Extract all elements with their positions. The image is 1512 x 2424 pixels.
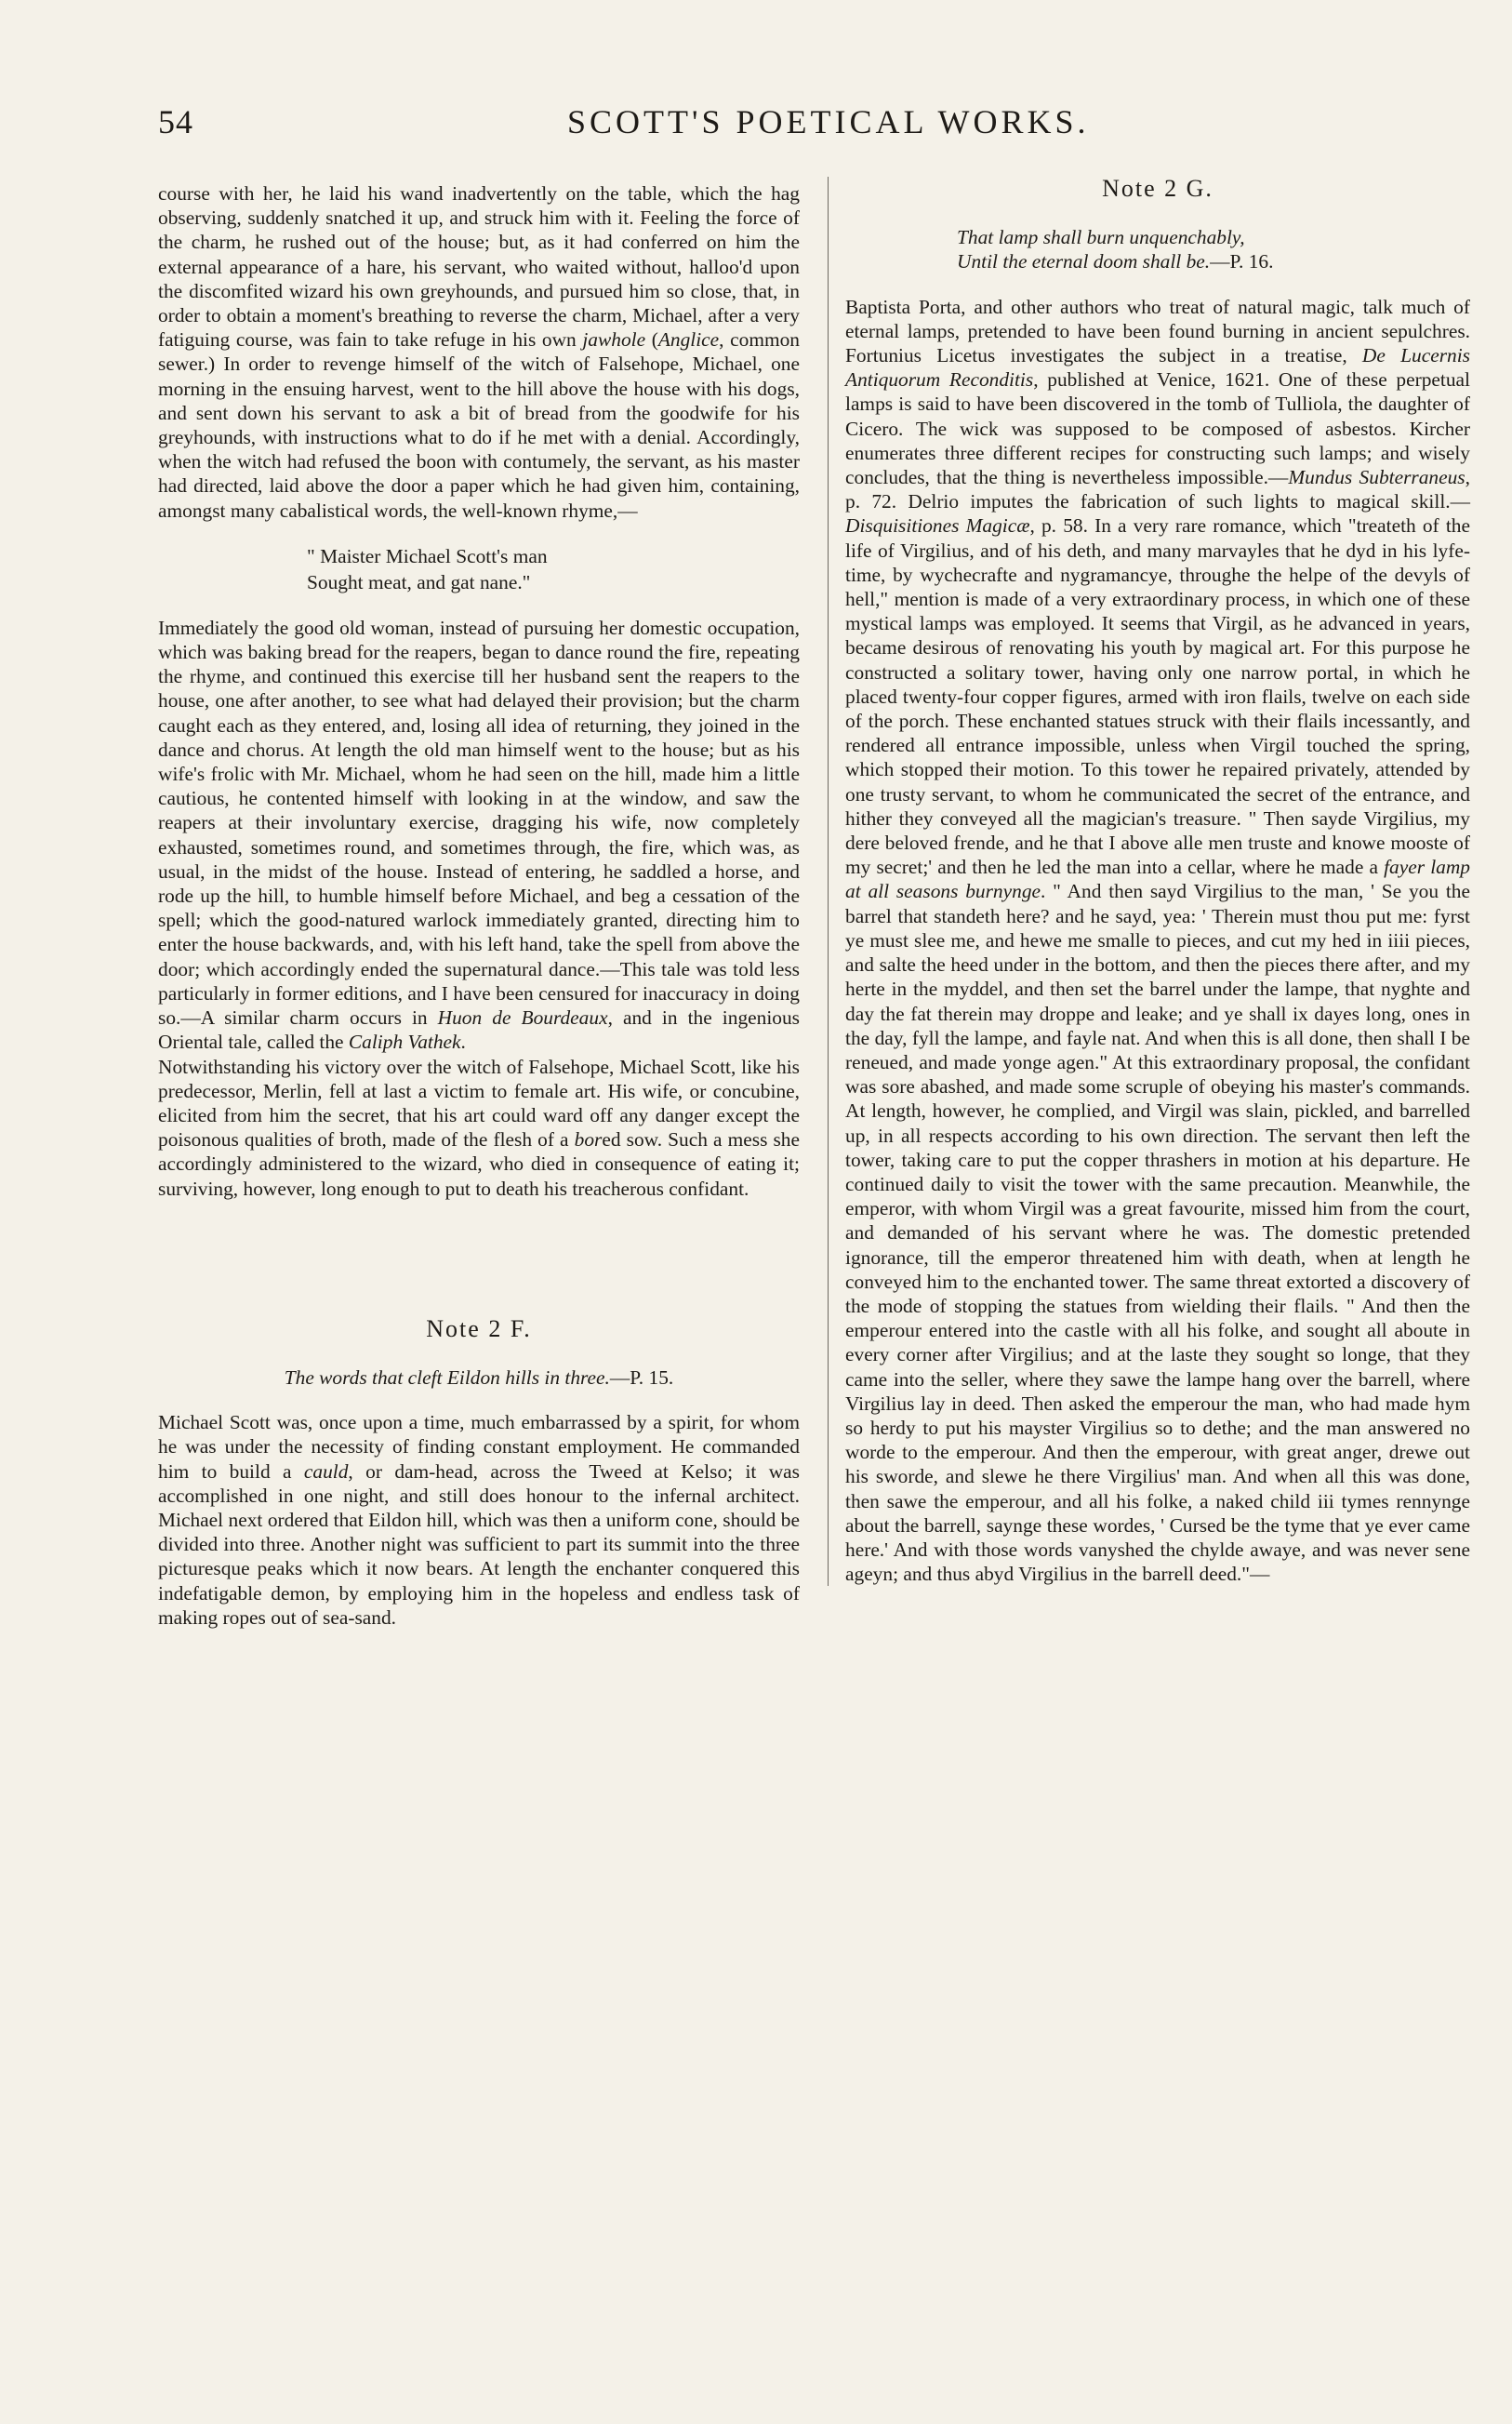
running-title: SCOTT'S POETICAL WORKS. (567, 103, 1090, 140)
page-header (158, 102, 1395, 158)
note-2f-reference: The words that cleft Eildon hills in three.—P. 15. (284, 1365, 674, 1389)
right-column (828, 177, 1470, 1586)
note-2g-reference: That lamp shall burn unquenchably, Until the eternal doom shall be.—P. 16. (957, 226, 1274, 273)
paragraph-dance-tale: Immediately the good old woman, instead of pursuing her domestic occupation, which was baking bread for the reapers, began to dance round the fire, repeating the rhyme, and continued this exercise till her husband sent the reapers to the house, one after another, to see what had delayed their provision; but the charm caught each as they entered, and, losing all idea of returning, they joined in the dance and chorus. At length the old man himself went to the house; but as his wife's frolic with Mr. Michael, whom he had seen on the hill, made him a little cautious, he contented himself with looking in at the window, and saw the reapers at their involuntary exercise, dragging his wife, now completely exhausted, sometimes round, and sometimes through, the fire, which was, as usual, in the midst of the house. Instead of entering, he saddled a horse, and rode up the hill, to humble himself before Michael, and beg a cessation of the spell; which the good-natured warlock immediately granted, directing him to enter the house backwards, and, with his left hand, take the spell from above the door; which accordingly ended the supernatural dance.—This tale was told less particularly in former editions, and I have been censured for inaccuracy in doing so.—A similar charm occurs in Huon de Bourdeaux, and in the ingenious Oriental tale, called the Caliph Vathek. (158, 616, 800, 1054)
paragraph-eildon-tale: Michael Scott was, once upon a time, much embarrassed by a spirit, for whom he was under the necessity of finding constant employment. He commanded him to build a cauld, or dam-head, across the Tweed at Kelso; it was accomplished in one night, and still does honour to the infernal architect. Michael next ordered that Eildon hill, which was then a uniform cone, should be divided into three. Another night was sufficient to part its summit into the three picturesque peaks which it now bears. At length the enchanter conquered this indefatigable demon, by employing him in the hopeless and endless task of making ropes out of sea-sand. (158, 1411, 800, 1629)
paragraph-death-tale: Notwithstanding his victory over the witch of Falsehope, Michael Scott, like his predecessor, Merlin, fell at last a victim to female art. His wife, or concubine, elicited from him the secret, that his art could ward off any danger except the poisonous qualities of broth, made of the flesh of a bored sow. Such a mess she accordingly administered to the wizard, who died in consequence of eating it; surviving, however, long enough to put to death his treacherous confidant. (158, 1055, 800, 1200)
paragraph-hare-tale: course with her, he laid his wand inadvertently on the table, which the hag observing, suddenly snatched it up, and struck him with it. Feeling the force of the charm, he rushed out of the house; but, as it had conferred on him the external appearance of a hare, his servant, who waited without, halloo'd upon the discomfited wizard his own greyhounds, and pursued him so close, that, in order to obtain a moment's breathing to reverse the charm, Michael, after a very fatiguing course, was fain to take refuge in his own jawhole (Anglice, common sewer.) In order to revenge himself of the witch of Falsehope, Michael, one morning in the ensuing harvest, went to the hill above the house with his dogs, and sent down his servant to ask a bit of bread from the goodwife for his greyhounds, with instructions what to do if he met with a denial. Accordingly, when the witch had refused the boon with contumely, the servant, as his master had directed, laid above the door a paper which he had given him, containing, amongst many cabalistical words, the well-known rhyme,— (158, 182, 800, 522)
rhyme-line: Sought meat, and gat nane." (307, 570, 531, 593)
note-2f-title: Note 2 F. (426, 1314, 532, 1342)
note-2g-title: Note 2 G. (1102, 175, 1214, 202)
rhyme-line: " Maister Michael Scott's man (307, 544, 548, 567)
rhyme-quote (158, 543, 800, 595)
left-column (158, 181, 800, 1630)
page-number: 54 (158, 103, 193, 140)
paragraph-eternal-lamps: Baptista Porta, and other authors who treat of natural magic, talk much of eternal lamps, pretended to have been found burning in ancient sepulchres. Fortunius Licetus investigates the subject in a treatise, De Lucernis Antiquorum Reconditis, published at Venice, 1621. One of these perpetual lamps is said to have been discovered in the tomb of Tulliola, the daughter of Cicero. The wick was supposed to be composed of asbestos. Kircher enumerates three different recipes for constructing such lamps; and wisely concludes, that the thing is nevertheless impossible.—Mundus Subterraneus, p. 72. Delrio imputes the fabrication of such lights to magical skill.—Disquisitiones Magicæ, p. 58. In a very rare romance, which "treateth of the life of Virgilius, and of his deth, and many marvayles that he dyd in his lyfe-time, by wychecrafte and nygramancye, throughe the helpe of the devyls of hell," mention is made of a very extraordinary process, in which one of these mystical lamps was employed. It seems that Virgil, as he advanced in years, became desirous of renovating his youth by magical art. For this purpose he constructed a solitary tower, having only one narrow portal, in which he placed twenty-four copper figures, armed with iron flails, twelve on each side of the porch. These enchanted statues struck with their flails incessantly, and rendered all entrance impossible, unless when Virgil touched the spring, which stopped their motion. To this tower he repaired privately, attended by one trusty servant, to whom he communicated the secret of the entrance, and hither they conveyed all the magician's treasure. " Then sayde Virgilius, my dere beloved frende, and he that I above alle men truste and knowe mooste of my secret;' and then he led the man into a cellar, where he made a fayer lamp at all seasons burnynge. " And then sayd Virgilius to the man, ' Se you the barrel that standeth here? and he sayd, yea: ' Therein must thou put me: fyrst ye must slee me, and hewe me smalle to pieces, and cut my hed in iiii pieces, and salte the heed under in the bottom, and then the pieces there after, and my herte in the myddel, and then set the barrel under the lampe, that nyghte and day the fat therein may droppe and leake; and ye shall ix dayes long, ones in the day, fyll the lampe, and fayle nat. And when this is all done, then shall I be reneued, and made yonge agen." At this extraordinary proposal, the confidant was sore abashed, and made some scruple of obeying his master's commands. At length, however, he complied, and Virgil was slain, pickled, and barrelled up, in all respects according to his own direction. The servant then left the tower, taking care to put the copper thrashers in motion at his departure. He continued daily to visit the tower with the same precaution. Meanwhile, the emperor, with whom Virgil was a great favourite, missed him from the court, and demanded of his servant where he was. The domestic pretended ignorance, till the emperor threatened him with death, when at length he conveyed him to the enchanted tower. The same threat extorted a discovery of the mode of stopping the statues from wielding their flails. " And then the emperour entered into the castle with all his folke, and sought all aboute in every corner after Virgilius; and at the laste they sought so longe, that they came into the seller, where they sawe the lampe hang over the barrell, where Virgilius lay in deed. Then asked the emperour the man, who had made hym so herdy to put his mayster Virgilius so to dethe; and the man answered no worde to the emperour. And then the emperour, with great anger, drewe out his sworde, and slewe he there Virgilius' man. And when all this was done, then sawe the emperour, and all his folke, a naked child iii tymes rennynge about the barrell, saynge these wordes, ' Cursed be the tyme that ye ever came here.' And with those words vanyshed the chylde awaye, and was never sene ageyn; and thus abyd Virgilius in the barrell deed."— (845, 295, 1470, 1586)
